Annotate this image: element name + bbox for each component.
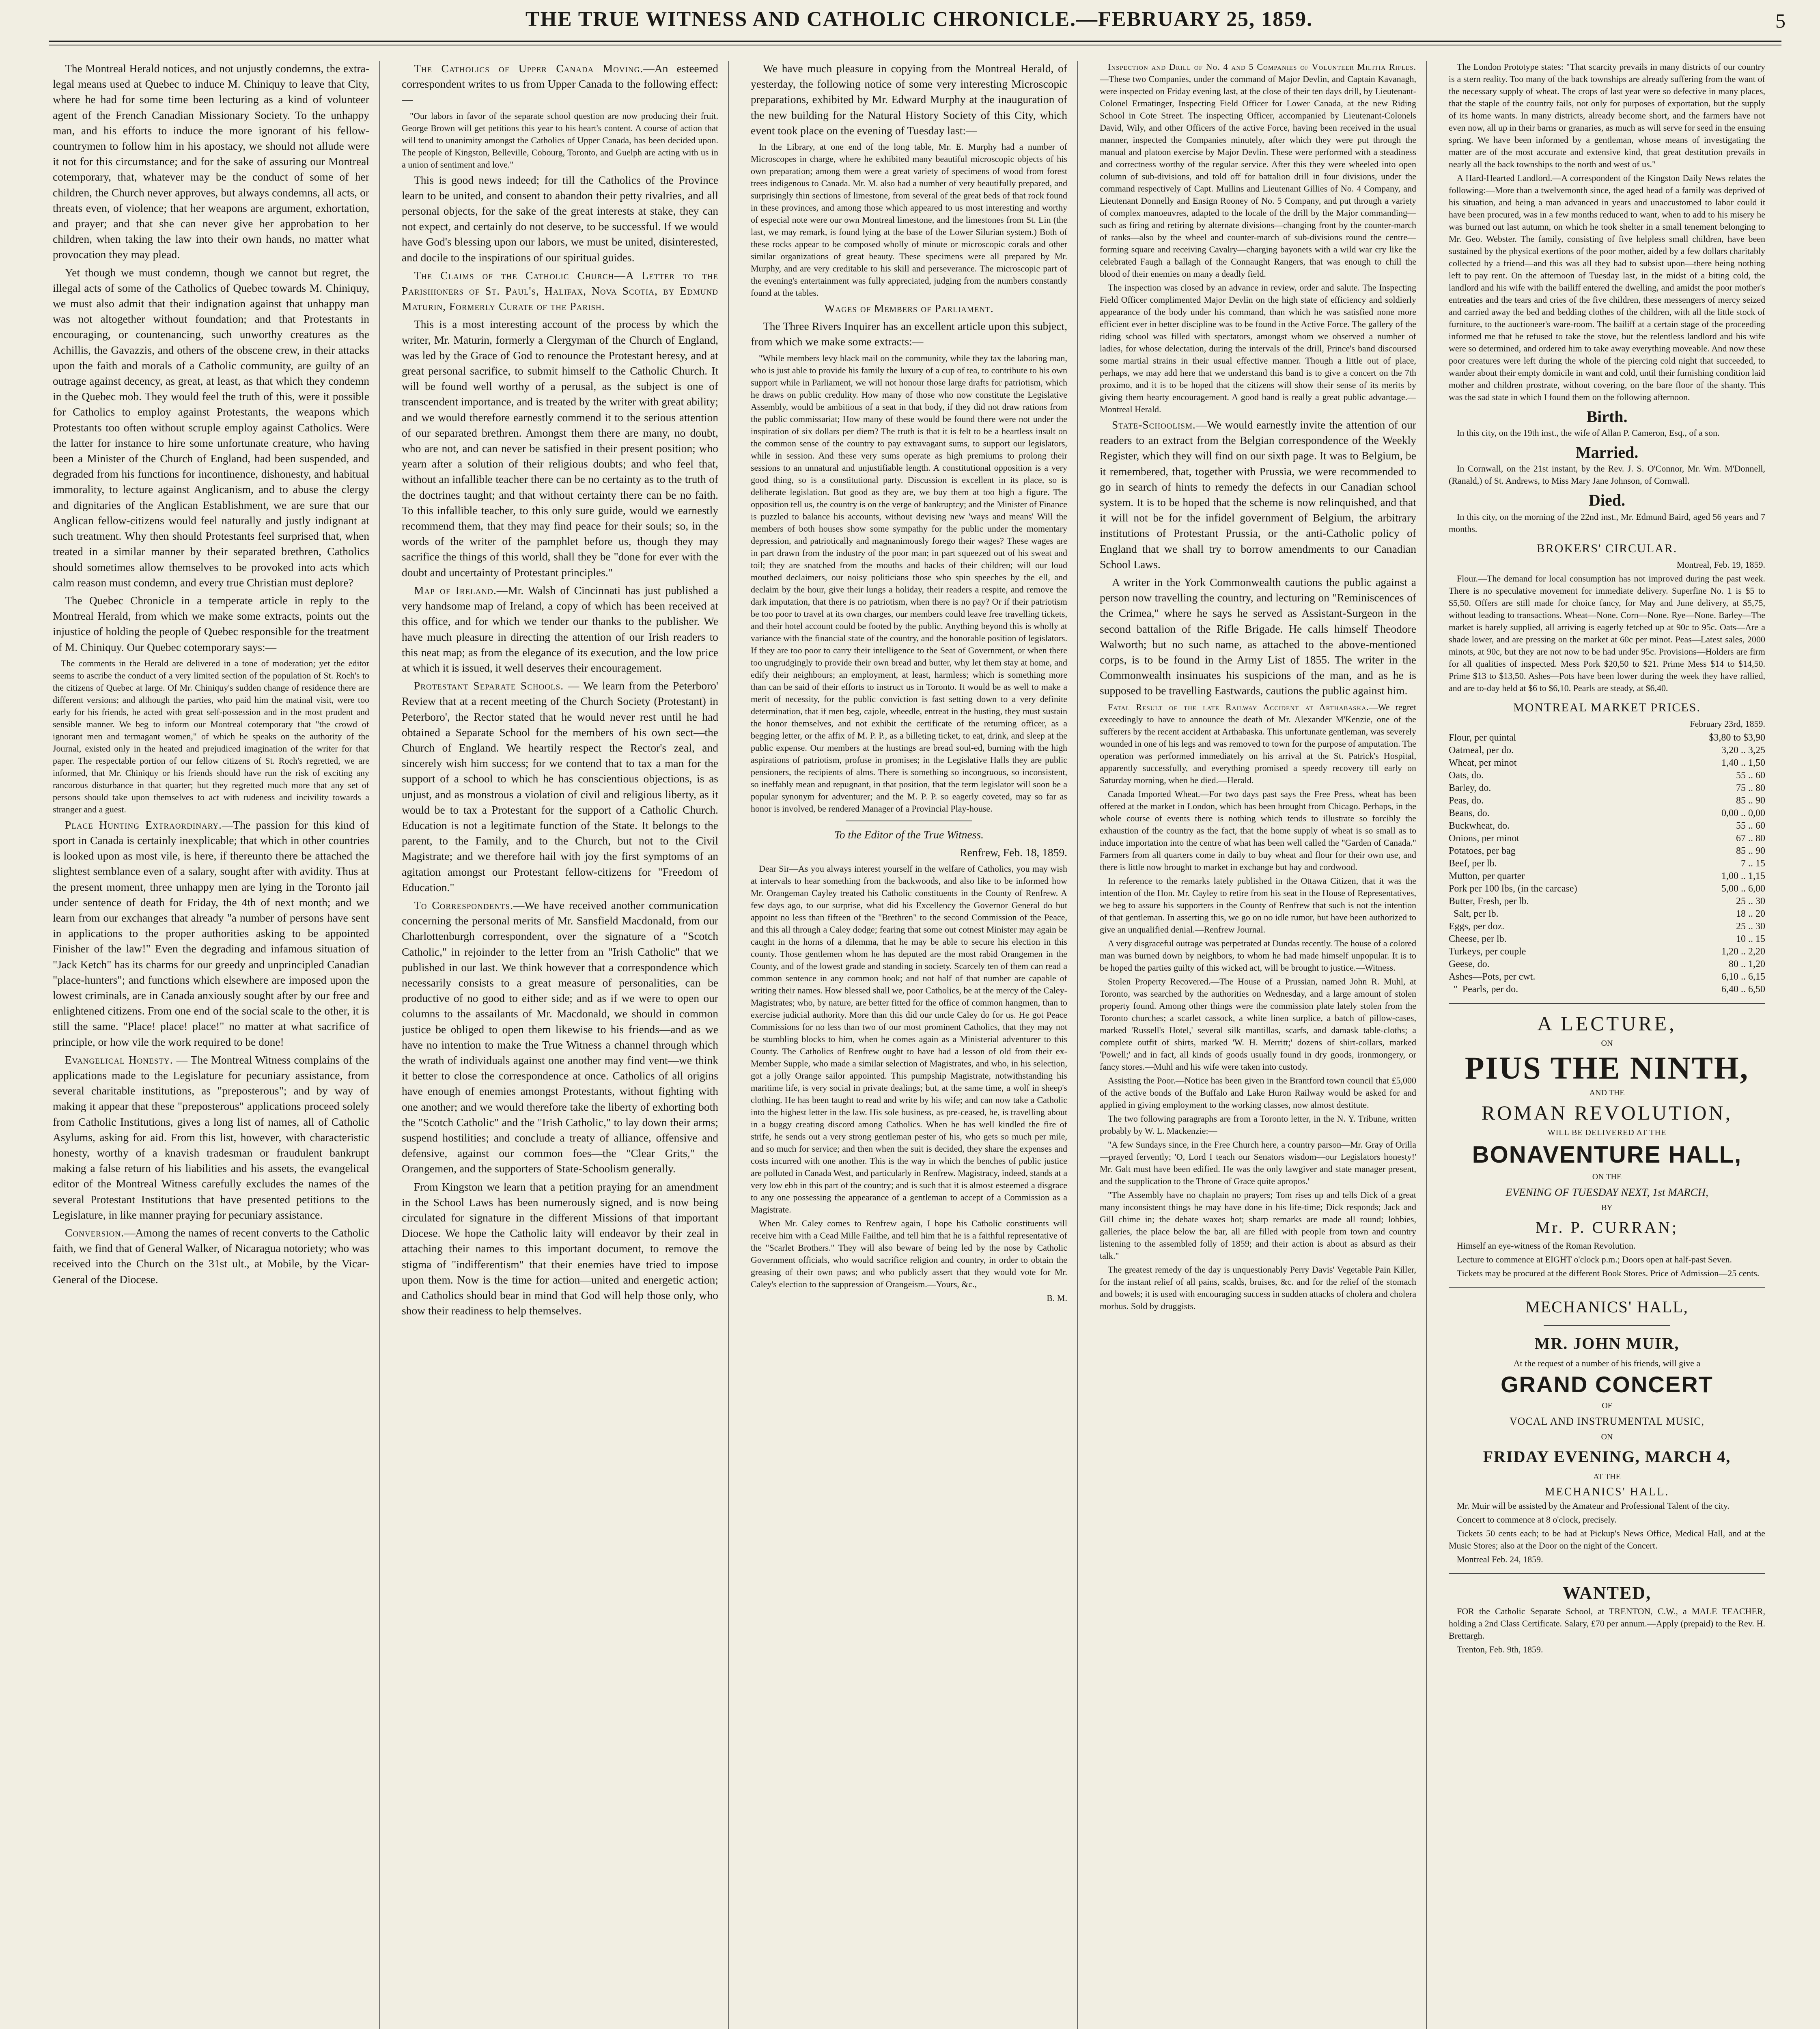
article-paragraph: Among the names of recent converts to the Catholic faith, we find that of General Walker, of Nicaragua notoriety; who was received into the Church on the 31st ult., at Mobile, by the Vicar-General of the Diocese. bbox=[53, 1226, 369, 1286]
article-paragraph: Stolen Property Recovered.—The House of a Prussian, named John R. Muhl, at Toronto, was searched by the authorities on Wednesday, and a large amount of stolen property found. Among other things were the commission plate lately stolen from the Toronto churches; a scarlet cassock, a white linen surplice, a batch of pillow-cases, marked 'Russell's Hotel,' several silk mantillas, scarfs, and damask table-cloths; a complete outfit of shirts, marked 'W. H. Merritt;' dozens of shirt-collars, marked 'Powell;' and in fact, all kinds of goods usually found in dry goods, ironmongery, or fancy stores.—Muhl and his wife were taken into custody. bbox=[1100, 976, 1416, 1072]
divider bbox=[1449, 1287, 1765, 1288]
commodity: Ashes—Pots, per cwt. bbox=[1449, 971, 1536, 982]
price-range: 67 .. 80 bbox=[1736, 833, 1765, 844]
commodity: Potatoes, per bag bbox=[1449, 846, 1516, 857]
article-paragraph: From Kingston we learn that a petition praying for an amendment in the School Laws has been numerously signed, and is now being circulated for signature in the different Missions of that important Diocese. We hope the Catholic laity will endeavor by their zeal in attaching their names to this important document, to remove the stigma of "indifferentism" that their enemies have tried to impose upon them. Now is the time for action—united and energetic action; and Catholics should bear in mind that God will help those only, who show their readiness to help themselves. bbox=[402, 1180, 718, 1317]
concert-line: OF bbox=[1602, 1401, 1612, 1411]
article-paragraph: We learn from the Peterboro' Review that at a recent meeting of the Church Society (Protestant) in Peterboro', the Rector stated that he would never rest until he had obtained a Separate School for the members of his own sect—the Church of England. We heartily respect the Rector's zeal, and sincerely wish him success; for we contend that to tax a man for the support of a school to which he has conscientious objections, is as unjust, and as monstrous a violation of civil and religious liberty, as it would be to tax a Protestant for the support of a Catholic Church. Education is not a legitimate function of the State. It belongs to the parent, to the Family, and to the Church, but not to the Civil Magistrate; and we therefore hail with joy the first symptoms of an agitation amongst our Protestant fellow-citizens for "Freedom of Education." bbox=[402, 679, 718, 894]
column-2: The Catholics of Upper Canada Moving.—An esteemed correspondent writes to us from Upper Canada to the following effect:— "Our labors in favor of the separate school question are now producing their fruit. George Brown will get petitions this year to his heart's content. A course of action that will tend to unanimity amongst the Catholics of Upper Canada, has been decided upon. The people of Kingston, Belleville, Cobourg, Toronto, and Guelph are acting with us in a union of sentiment and love." This is good news indeed; for till the Catholics of the Province learn to be united, and consent to abandon their petty rivalries, and all personal objects, for the sake of the great interests at stake, they can not expect, and certainly do not deserve, to be successful. If we would have God's blessing upon our labors, we must be united, disinterested, and docile to the inspirations of our spiritual guides. The Claims of the Catholic Church—A Letter to the Parishioners of St. Paul's, Halifax, Nova Scotia, by Edmund Maturin, Formerly Curate of the Parish. This is a most interesting account of the process by which the writer, Mr. Maturin, formerly a Clergyman of the Church of England, was led by the Grace of God to renounce the Protestant heresy, and at great personal sacrifice, to submit himself to the Catholic Church. It will be found well worthy of a perusal, as the subject is one of transcendent importance, and is treated by the writer with great ability; and we would therefore earnestly commend it to the serious attention of our separated brethren. Amongst them there are many, no doubt, who are not, and can never be satisfied in their present position; who yearn after a solution of their religious doubts; and who feel that, without an infallible teacher there can be no certainty as to the truth of the doctrines taught; and that without certainty there can be no faith. To this infallible teacher, to this only sure guide, would we earnestly recommend them, that they may find peace for their souls; so, in the words of the writer of the pamphlet before us, though they may sacrifice the things of this world, shall they be "done for ever with the doubt and uncertainty of Protestant principles." Map of Ireland.—Mr. Walsh of Cincinnati has just published a very handsome map of Ireland, a copy of which has been received at this office, and for which we tender our thanks to the publisher. We have much pleasure in directing the attention of our Irish readers to this neat map; as from the elegance of its execution, and the low price at which it is issued, it well deserves their encouragement. Protestant Separate Schools. — We learn from the Peterboro' Review that at a recent meeting of the Church Society (Protestant) in Peterboro', the Rector stated that he would never rest until he had obtained a Separate School for the members of his own sect—the Church of England. We heartily respect the Rector's zeal, and sincerely wish him success; for we contend that to tax a man for the support of a school to which he has conscientious objections, is as unjust, and as monstrous a violation of civil and religious liberty, as it would be to tax a Protestant for the support of a Catholic Church. Education is not a legitimate function of the State. It belongs to the parent, to the Family, and to the Church, but not to the Civil Magistrate; and we therefore hail with joy the first symptoms of an agitation amongst our Protestant fellow-citizens for "Freedom of Education." To Correspondents.—We have received another communication concerning the personal merits of Mr. Sansfield Macdonald, from our Charlottenburgh correspondent, over the signature of a "Scotch Catholic," in rejoinder to the letter from an "Irish Catholic" that we published in our last. We think however that a correspondence which necessarily consists to a great measure of personalities, can be productive of no good to either side; and as if we were to open our columns to the assailants of Mr. Macdonald, we should in common justice be obliged to open them likewise to his friends—and as we have no intention to make the True Witness a channel through which the wrath of individuals against one another may find vent—we think it better to close the correspondence at once. Catholics of all origins have enough of enemies amongst Protestants, without fighting with one another; and we would therefore take the liberty of exhorting both the "Scotch Catholic" and the "Irish Catholic," to lay down their arms; suspend hostilities; and conclude a treaty of alliance, offensive and defensive, against our common foes—the "Clear Grits," the Orangemen, and the supporters of State-Schoolism generally. From Kingston we learn that a petition praying for an amendment in the School Laws has been numerously signed, and is now being circulated for signature in the different Missions of that important Diocese. We hope the Catholic laity will endeavor by their zeal in attaching their names to this important document, to remove the stigma of "indifferentism" that their enemies have tried to impose upon them. Now is the time for action—united and energetic action; and Catholics should bear in mind that God will help those only, who show their readiness to help themselves. bbox=[402, 61, 718, 2029]
commodity: Beans, do. bbox=[1449, 808, 1490, 819]
married-heading: Married. bbox=[1575, 443, 1639, 462]
market-price-row bbox=[1449, 946, 1765, 958]
price-range: 1,40 .. 1,50 bbox=[1721, 758, 1765, 769]
concert-performer: MR. JOHN MUIR, bbox=[1534, 1334, 1680, 1353]
commodity: Pork per 100 lbs, (in the carcase) bbox=[1449, 883, 1577, 894]
market-price-row bbox=[1449, 895, 1765, 908]
market-price-row bbox=[1449, 920, 1765, 933]
price-range: 6,40 .. 6,50 bbox=[1721, 984, 1765, 995]
article-paragraph: We regret exceedingly to have to announce the death of Mr. Alexander M'Kenzie, one of the sufferers by the recent accident at Arthabaska. This unfortunate gentleman, was severely wounded in one of his legs and was removed to town for the purpose of amputation. The operation was performed immediately on his arrival at the St. Patrick's Hospital, apparently successfully, and everything promised a speedy recovery till early on Saturday morning, when he died.—Herald. bbox=[1100, 702, 1416, 785]
market-price-row bbox=[1449, 983, 1765, 996]
lecture-line: WILL BE DELIVERED AT THE bbox=[1547, 1128, 1667, 1137]
concert-title: GRAND CONCERT bbox=[1501, 1372, 1713, 1398]
article-paragraph: We have much pleasure in copying from the Montreal Herald, of yesterday, the following notice of some very interesting Microscopic preparations, exhibited by Mr. Edward Murphy at the inauguration of the new building for the Natural History Society of this City, which event took place on the evening of Tuesday last:— bbox=[751, 62, 1067, 137]
letter-heading: To the Editor of the True Witness. bbox=[834, 828, 984, 841]
article-heading: The Claims of the Catholic Church—A Letter to the Parishioners of St. Paul's, Halifax, Nova Scotia, by Edmund Maturin, Formerly Curate of the Parish. bbox=[402, 269, 718, 313]
market-price-row bbox=[1449, 845, 1765, 857]
article-paragraph: The two following paragraphs are from a Toronto letter, in the N. Y. Tribune, written probably by W. L. Mackenzie:— bbox=[1100, 1113, 1416, 1136]
market-price-row bbox=[1449, 795, 1765, 807]
market-price-row bbox=[1449, 807, 1765, 820]
article-paragraph: Yet though we must condemn, though we cannot but regret, the illegal acts of some of the Catholics of Quebec towards M. Chiniquy, we must also admit that their indignation against that unhappy man was not altogether without foundation; and that Protestants in encouraging, or countenancing, such unworthy creatures as the Achillis, the Gavazzis, and others of the obscene crew, in their attacks upon the faith and morals of a Catholic community, are guilty of an outrage against decency, as great, at least, as that which they condemn in the Quebec mob. They would feel the truth of this, were it possible for Catholics to employ against Protestants, the weapons which Protestants too often without scruple employ against Catholics. Were the latter for instance to hire some unfortunate creature, who having been a Minister of the Church of England, had been suspended, and degraded from his functions for incontinence, dishonesty, and habitual immorality, to lecture against Anglicanism, and to abuse the clergy and dignitaries of the Anglican Establishment, we are sure that our Anglican fellow-citizens would feel naturally and justly indignant at such treatment. Why then should Protestants feel surprised that, when treated in a similar manner by their separated brethren, Catholics should sometimes allow themselves to be provoked into acts which calm reason must condemn, and every true Christian must deplore? bbox=[53, 266, 369, 589]
article-paragraph: A Hard-Hearted Landlord.—A correspondent of the Kingston Daily News relates the following:—More than a twelvemonth since, the aged head of a family was deprived of his situation, and being a man advanced in years and unaccustomed to labor could it have been procured, was in a few months reduced to want, when to add to his misery he was burned out last autumn, on which he took shelter in a small tenement belonging to Mr. Geo. Webster. The family, consisting of five helpless small children, have been sustained by the physical exertions of the poor mother, aided by a few dollars charitably collected by a friend—and this was all they had to subsist upon—there being nothing left to pay rent. On the afternoon of Tuesday last, in the midst of a biting cold, the landlord and his wife with the bailiff entered the dwelling, and amidst the poor mother's entreaties and the tears and cries of the five children, these messengers of mercy seized and carried away the bed and bedding clothes of the children, with all the little stock of furniture, to the auctioneer's ware-room. The bailiff at a certain stage of the proceeding informed me that he refused to take the stove, but the relentless landlord and his wife were so determined, and ordered him to take away everything moveable. And now these poor creatures were left during the whole of the piercing cold night that succeeded, to wander about their empty domicile in want and cold, until their furnishing condition laid mother and children prostrate, without covering, on the bare floor of the shanty. This was the sad state in which I found them on the following afternoon. bbox=[1449, 173, 1765, 402]
price-range: 80 .. 1,20 bbox=[1729, 959, 1765, 970]
concert-line: VOCAL AND INSTRUMENTAL MUSIC, bbox=[1509, 1415, 1704, 1427]
brokers-date: Montreal, Feb. 19, 1859. bbox=[1676, 559, 1765, 570]
article-paragraph: In reference to the remarks lately published in the Ottawa Citizen, that it was the intention of the Hon. Mr. Cayley to retire from his seat in the House of Representatives, we beg to assure his supporters in the County of Renfrew that such is not the intention of that gentleman. In asserting this, we go on no idle rumor, but have been authorized to give an unqualified denial.—Renfrew Journal. bbox=[1100, 875, 1416, 935]
lecture-line: AND THE bbox=[1589, 1088, 1625, 1098]
commodity: Buckwheat, do. bbox=[1449, 821, 1510, 831]
advertisement-paragraph: The greatest remedy of the day is unquestionably Perry Davis' Vegetable Pain Killer, for the instant relief of all pains, scalds, bruises, &c. and for the relief of the stomach and bowels; it is used with encouraging success in sudden attacks of cholera and cholera morbus. Sold by druggists. bbox=[1100, 1264, 1416, 1311]
concert-line: ON bbox=[1601, 1432, 1613, 1441]
commodity: Geese, do. bbox=[1449, 959, 1490, 970]
commodity: Barley, do. bbox=[1449, 783, 1491, 794]
price-range: 55 .. 60 bbox=[1736, 770, 1765, 781]
price-range: 25 .. 30 bbox=[1736, 896, 1765, 907]
market-price-row bbox=[1449, 958, 1765, 971]
article-heading: Wages of Members of Parliament. bbox=[824, 302, 994, 315]
article-paragraph: The inspection was closed by an advance in review, order and salute. The Inspecting Field Officer complimented Major Devlin on the high state of efficiency and soldierly appearance of the body under his command, than which he was satisfied none more efficient ever in better discipline was to be found in the Active Force. The gallery of the riding school was filled with spectators, amongst whom we observed a number of ladies, for whose delectation, during the intervals of the drill, Prince's band discoursed some martial strains in their usual effective manner. Though a little out of place, perhaps, we may add here that we understand this band is to give a concert on the 7th proximo, and it is to be hoped that the citizens will show their sense of its merits by giving them hearty encouragement. A good band is really a great public advantage.—Montreal Herald. bbox=[1100, 282, 1416, 414]
market-price-row bbox=[1449, 782, 1765, 795]
article-paragraph: The passion for this kind of sport in Canada is certainly inexplicable; that which in other countries is looked upon as most vile, is here, if thereunto there be attached the slightest semblance even of a salary, sought after with avidity. Thus at the present moment, three unhappy men are lying in the Toronto jail under sentence of death for Friday, the 4th of next month; and we learn from our exchanges that already "a number of persons have sent in applications to the proper authorities asking to be appointed Finisher of the law!" Even the degrading and infamous situation of "Jack Ketch" has its charms for our greedy and unprincipled Canadian "place-hunters"; and functions which elsewhere are imposed upon the lowest criminals, are in Canada anxiously sought after by our free and enlightened citizens. From one end of the social scale to the other, it is still the same. "Place! place! place!" no matter at what sacrifice of principle, or how vile the work required to be done! bbox=[53, 818, 369, 1048]
article-paragraph: We have received another communication concerning the personal merits of Mr. Sansfield Macdonald, from our Charlottenburgh correspondent, over the signature of a "Scotch Catholic," in rejoinder to the letter from an "Irish Catholic" that we published in our last. We think however that a correspondence which necessarily consists to a great measure of personalities, can be productive of no good to either side; and as if we were to open our columns to the assailants of Mr. Macdonald, we should in common justice be obliged to open them likewise to his friends—and as we have no intention to make the True Witness a channel through which the wrath of individuals against one another may find vent—we think it better to close the correspondence at once. Catholics of all origins have enough of enemies amongst Protestants, without fighting with one another; and we would therefore take the liberty of exhorting both the "Scotch Catholic" and the "Irish Catholic," to lay down their arms; suspend hostilities; and conclude a treaty of alliance, offensive and defensive, against our common foes—the "Clear Grits," the Orangemen, and the supporters of State-Schoolism generally. bbox=[402, 898, 718, 1175]
market-heading: MONTREAL MARKET PRICES. bbox=[1513, 700, 1701, 714]
market-price-row bbox=[1449, 971, 1765, 983]
price-range: 0,00 .. 0,00 bbox=[1721, 808, 1765, 819]
commodity: Oats, do. bbox=[1449, 770, 1484, 781]
commodity: Eggs, per doz. bbox=[1449, 921, 1505, 932]
market-price-row bbox=[1449, 857, 1765, 870]
lecture-line: A LECTURE, bbox=[1537, 1012, 1677, 1035]
market-price-row bbox=[1449, 832, 1765, 845]
price-range: 1,20 .. 2,20 bbox=[1721, 946, 1765, 957]
brokers-heading: BROKERS' CIRCULAR. bbox=[1536, 541, 1678, 555]
commodity: Wheat, per minot bbox=[1449, 758, 1517, 769]
price-range: 85 .. 90 bbox=[1736, 846, 1765, 857]
lecture-advertisement bbox=[1449, 1011, 1765, 1279]
divider bbox=[1449, 1573, 1765, 1574]
market-date: February 23rd, 1859. bbox=[1690, 719, 1765, 729]
letter-paragraph: When Mr. Caley comes to Renfrew again, I hope his Catholic constituents will receive him with a Cead Mille Failthe, and tell him that he is a faithful representative of the "Scarlet Brothers." They will also beware of being led by the nose by Catholic Government officials, who would sacrifice religion and country, in order to obtain the greasing of their own paws; and who publicly assert that they would vote for Mr. Caley's election to the suppression of Orangeism.—Yours, &c., bbox=[751, 1218, 1067, 1290]
price-range: 3,20 .. 3,25 bbox=[1721, 745, 1765, 756]
concert-date: FRIDAY EVENING, MARCH 4, bbox=[1483, 1447, 1731, 1466]
married-notice: In Cornwall, on the 21st instant, by the Rev. J. S. O'Connor, Mr. Wm. M'Donnell, (Ranald,) of St. Andrews, to Miss Mary Jane Johnson, of Cornwall. bbox=[1449, 463, 1765, 486]
commodity: Salt, per lb. bbox=[1449, 909, 1499, 920]
died-heading: Died. bbox=[1589, 491, 1625, 510]
article-paragraph: The Quebec Chronicle in a temperate article in reply to the Montreal Herald, from which we make some extracts, points out the injustice of holding the people of Quebec responsible for the treatment of M. Chiniquy. Our Quebec cotemporary says:— bbox=[53, 594, 369, 653]
article-paragraph: This is good news indeed; for till the Catholics of the Province learn to be united, and consent to abandon their petty rivalries, and all personal objects, for the sake of the great interests at stake, they can not expect, and certainly do not deserve, to be successful. If we would have God's blessing upon our labors, we must be united, disinterested, and docile to the inspirations of our spiritual guides. bbox=[402, 173, 718, 264]
letter-paragraph: Dear Sir—As you always interest yourself in the welfare of Catholics, you may wish at intervals to hear something from the backwoods, and also like to be informed how Mr. Orangeman Cayley treated his Catholic constituents in the County of Renfrew. A few days ago, to our surprise, what did his Excellency the Governor General do but appoint no less than fifteen of the "Brethren" to the second Commission of the Peace, and this all through a Caley dodge; fearing that some out cotnest Minister may again be caught in the horns of a dilemma, that he may be able to secure his election in this county. Those gentlemen whom he has deputed are the most rabid Orangemen in the County, and of the lowest grade and standing in society. Scarcely ten of them can read a common sentence in any common book; and not half of that number are capable of writing their names. How blessed shall we, poor Catholics, be at the mercy of the Caley-Magistrates; who, by nature, are better fitted for the office of common hangmen, than to exercise judicial authority. More than this did our uncle Caley do for us. He got Peace Commissions for no less than two of our most prominent Catholics, that they may not be stumbling blocks to him, when he comes again as a Ministerial adventurer to this County. The Catholics of Renfrew ought to have had a lesson of old from their ex-Member Supple, who made a similar selection of Magistrates, and who, in his selection, got a jolly Orange sailor appointed. This pumpship Magistrate, notwithstanding his maritime life, is very social in private dealings; but, at the same time, a wolf in sheep's clothing. He has been taught to read and write by his wife; and can now take a Catholic into the highest letter in the law. His sole business, as pre-ceased, he, is travelling about in a buggy creating discord among Catholics. When he has well kindled the fire of strife, he sends out a very strong gentleman pester of his, who gets so much per mile, and so much for service; and then when the suit is decided, they share the expenses and costs incurred with one another. This is the way in which the benches of public justice are polluted in Canada West, and particularly in Renfrew. Magistracy, indeed, stands at a very low ebb in this part of the country; and is such that it is almost esteemed a disgrace to any one possessing the appearance of a gentleman to accept of a Commission as a Magistrate. bbox=[751, 864, 1067, 1215]
column-divider bbox=[379, 61, 380, 2029]
page-number: 5 bbox=[1775, 9, 1786, 32]
lecture-title: PIUS THE NINTH, bbox=[1465, 1050, 1749, 1086]
article-paragraph: The Montreal Witness complains of the applications made to the Legislature for pecuniary assistance, from several charitable institutions, as "preposterous"; and by way of making it appear that these "preposterous" applications proceed solely from Catholic Institutions, gives a long list of names, all of Catholic Asylums, asking for aid. From this list, however, with characteristic honesty, worthy of a knavish tradesman or fraudulent bankrupt making a false return of his liabilities and his assets, the evangelical editor of the Montreal Witness carefully excludes the names of the several Protestant Institutions that have presented petitions to the Legislature, in like manner praying for pecuniary assistance. bbox=[53, 1053, 369, 1221]
divider bbox=[1544, 1325, 1670, 1326]
article-heading: Inspection and Drill of No. 4 and 5 Companies of Volunteer Militia Rifles. bbox=[1108, 62, 1416, 72]
price-range: 55 .. 60 bbox=[1736, 821, 1765, 831]
concert-line: At the request of a number of his friends, will give a bbox=[1513, 1358, 1701, 1369]
price-range: 25 .. 30 bbox=[1736, 921, 1765, 932]
market-price-row bbox=[1449, 769, 1765, 782]
lecture-speaker: Mr. P. CURRAN; bbox=[1535, 1218, 1679, 1237]
masthead bbox=[49, 7, 1790, 40]
quoted-extract: In the Library, at one end of the long table, Mr. E. Murphy had a number of Microscopes in charge, where he exhibited many beautiful microscopic objects of his own preparation; among them were a great variety of specimens of wood from forest trees indigenous to Canada. Mr. M. also had a number of very beautifully prepared, and surprisingly thin sections of limestone, from several of the great beds of that rock found in these provinces, and among those which appeared to us most interesting and worthy of especial note were our own Montreal limestone, and the limestones from St. Lin (the last, we may remark, is found lying at the base of the Lower Silurian system.) Both of these rocks appear to be composed wholly of minute or microscopic corals and other similar organizations of great beauty. These specimens were all prepared by Mr. Murphy, and are very creditable to his skill and perseverance. The microscopic part of the evening's entertainment was fully appreciated, judging from the numbers constantly found at the tables. bbox=[751, 142, 1067, 298]
article-paragraph: Canada Imported Wheat.—For two days past says the Free Press, wheat has been offered at the market in London, which has been brought from Chicago. Perhaps, in the whole course of events there is nothing which tends to illustrate so forcibly the exhaustion of the country as the fact, that the home supply of wheat is so small as to induce importation into the centre of what has been well called the "Garden of Canada." Farmers from all quarters come in daily to buy wheat and flour for their own use, and there is little now brought to market in exchange but hay and cordwood. bbox=[1100, 788, 1416, 872]
commodity: Cheese, per lb. bbox=[1449, 934, 1507, 945]
commodity: Onions, per minot bbox=[1449, 833, 1519, 844]
concert-detail: Concert to commence at 8 o'clock, precisely. bbox=[1457, 1514, 1617, 1525]
column-3 bbox=[751, 61, 1067, 2029]
market-price-row bbox=[1449, 933, 1765, 946]
lecture-detail: Tickets may be procured at the different Book Stores. Price of Admission—25 cents. bbox=[1457, 1268, 1760, 1279]
article-heading: State-Schoolism. bbox=[1112, 418, 1196, 431]
article-heading: Evangelical Honesty. bbox=[65, 1053, 173, 1066]
article-paragraph: The London Prototype states: "That scarcity prevails in many districts of our country is a stern reality. Too many of the back townships are already suffering from the want of the necessary supply of wheat. The crops of last year were so defective in many places, that the staple of the country fails, not only for purposes of exportation, but the supply of its home wants. In many districts, already become short, and the farmers have not even now, all up in their barns or granaries, as much as will serve for seed in the ensuing spring. We have been informed by a gentleman, whose means of investigating the matter are of the most accurate and extensive kind, that great destitution prevails in nearly all the back townships to the north and west of us." bbox=[1449, 62, 1765, 169]
wanted-advertisement bbox=[1449, 1581, 1765, 1656]
birth-notice: In this city, on the 19th inst., the wife of Allan P. Cameron, Esq., of a son. bbox=[1457, 428, 1720, 438]
commodity: Turkeys, per couple bbox=[1449, 946, 1526, 957]
lecture-line: ON THE bbox=[1592, 1172, 1622, 1181]
birth-heading: Birth. bbox=[1586, 407, 1628, 426]
lecture-detail: Lecture to commence at EIGHT o'clock p.m.; Doors open at half-past Seven. bbox=[1457, 1254, 1732, 1265]
lecture-date: EVENING OF TUESDAY NEXT, 1st MARCH, bbox=[1506, 1186, 1708, 1198]
quoted-extract: The comments in the Herald are delivered in a tone of moderation; yet the editor seems to ascribe the conduct of a very limited section of the population of St. Roch's to the citizens of Quebec at large. Of Mr. Chiniquy's sudden change of residence there are different versions; and although the parties, who paid him the matinal visit, were too early for his friends, he acted with great self-possession and in the most prudent and sensible manner. We beg to inform our Montreal cotemporary that "the crowd of ignorant men and termagant women," of which he speaks on the authority of the Journal, existed only in the heated and prejudiced imagination of the writer for that paper. The respectable portion of our fellow citizens of St. Roch's regretted, we are informed, that Mr. Chiniquy or his friends should have run the risk of exciting any rancorous disturbance in that quarter; but they regretted much more that any set of persons should take upon themselves to act with rudeness and incivility towards a stranger and a guest. bbox=[53, 658, 369, 814]
price-range: 75 .. 80 bbox=[1736, 783, 1765, 794]
market-price-row bbox=[1449, 820, 1765, 832]
article-paragraph: The Montreal Herald notices, and not unjustly condemns, the extra-legal means used at Quebec to induce M. Chiniquy to leave that City, where he had for some time been lecturing as a kind of volunteer agent of the French Canadian Missionary Society. To the unhappy man, and his efforts to induce the more ignorant of his fellow-countrymen to follow him in his apostacy, we should not allude were it not for this circumstance; and for the sake of assuring our Montreal cotemporary, that, whatever may be the conduct of some of her children, the Church never approves, but always condemns, all acts, or threats even, of violence; that her weapons are argument, exhortation, and prayer; and that she can never give her approbation to her children, when taking the law into their own hands, no matter what provocation they may plead. bbox=[53, 62, 369, 261]
article-paragraph: This is a most interesting account of the process by which the writer, Mr. Maturin, formerly a Clergyman of the Church of England, was led by the Grace of God to renounce the Protestant heresy, and at great personal sacrifice, to submit himself to the Catholic Church. It will be found well worthy of a perusal, as the subject is one of transcendent importance, and is treated by the writer with great ability; and we would therefore earnestly commend it to the serious attention of our separated brethren. Amongst them there are many, no doubt, who are not, and can never be satisfied in their present position; who yearn after a solution of their religious doubts; and who feel that, without an infallible teacher there can be no certainty as to the truth of the doctrines taught; and that without certainty there can be no faith. To this infallible teacher, to this only sure guide, would we earnestly recommend them, that they may find peace for their souls; so, in the words of the writer of the pamphlet before us, though they may sacrifice the things of this world, shall they be "done for ever with the doubt and uncertainty of Protestant principles." bbox=[402, 318, 718, 579]
lecture-subtitle: ROMAN REVOLUTION, bbox=[1481, 1101, 1733, 1124]
commodity: Mutton, per quarter bbox=[1449, 871, 1525, 882]
price-range: 10 .. 15 bbox=[1736, 934, 1765, 945]
commodity: Beef, per lb. bbox=[1449, 858, 1497, 869]
commodity: Butter, Fresh, per lb. bbox=[1449, 896, 1529, 907]
letter-signature: B. M. bbox=[1047, 1293, 1067, 1303]
lecture-venue: BONAVENTURE HALL, bbox=[1472, 1141, 1742, 1168]
column-divider bbox=[1077, 61, 1078, 2029]
article-paragraph: These two Companies, under the command of Major Devlin, and Captain Kavanagh, were inspected on Friday evening last, at the close of their ten days drill, by Lieutenant-Colonel Ermatinger, Inspecting Field Officer for Lower Canada, at the new Riding School in Cote Street. The inspecting Officer, accompanied by Lieutenant-Colonels David, Wily, and other Officers of the active Force, having been received in the usual manner, inspected the Companies minutely, after which they were put through the manual and platoon exercise by Major Devlin. These were performed with a steadiness and correctness worthy of the regular service. After this they were wheeled into open column of sub-divisions, and told off for battalion drill in four divisions, under the command respectively of Capt. Mullins and Lieutenant Gillies of No. 4 Company, and Lieutenant Donnelly and Ensign Rooney of No. 5 Company, and put through a variety of complex manoeuvres, adapted to the locale of the drill by the Major commanding—such as firing and retiring by alternate divisions—changing front by the counter-march of ranks—also by the wheel and counter-march of sub-divisions round the centre—forming square and receiving Cavalry—charging bayonets with a wild war cry like the celebrated Faugh a ballagh of the Connaught Rangers, that was enough to chill the blood of their enemies on many a deadly field. bbox=[1100, 74, 1416, 279]
concert-venue: MECHANICS' HALL. bbox=[1544, 1486, 1669, 1499]
lecture-detail: Himself an eye-witness of the Roman Revolution. bbox=[1457, 1241, 1636, 1251]
quoted-extract: "A few Sundays since, in the Free Church here, a country parson—Mr. Gray of Orilla—prayed fervently; 'O, Lord I teach our Senators wisdom—our Legislators honesty!' Mr. Galt must have been edified. He was the only lawgiver and state manager present, and the supplication to the Throne of Grace quite apropos.' bbox=[1100, 1139, 1416, 1186]
divider bbox=[1449, 1003, 1765, 1004]
article-paragraph: The Three Rivers Inquirer has an excellent article upon this subject, from which we make some extracts:— bbox=[751, 320, 1067, 348]
article-paragraph: Mr. Walsh of Cincinnati has just published a very handsome map of Ireland, a copy of which has been received at this office, and for which we tender our thanks to the publisher. We have much pleasure in directing the attention of our Irish readers to this neat map; as from the elegance of its execution, and the low price at which it is issued, it well deserves their encouragement. bbox=[402, 584, 718, 674]
column-4: Inspection and Drill of No. 4 and 5 Companies of Volunteer Militia Rifles.—These two Companies, under the command of Major Devlin, and Captain Kavanagh, were inspected on Friday evening last, at the close of their ten days drill, by Lieutenant-Colonel Ermatinger, Inspecting Field Officer for Lower Canada, at the new Riding School in Cote Street. The inspecting Officer, accompanied by Lieutenant-Colonels David, Wily, and other Officers of the active Force, having been received in the usual manner, inspected the Companies minutely, after which they were put through the manual and platoon exercise by Major Devlin. These were performed with a steadiness and correctness worthy of the regular service. After this they were wheeled into open column of sub-divisions, and told off for battalion drill in four divisions, under the command respectively of Capt. Mullins and Lieutenant Gillies of No. 4 Company, and Lieutenant Donnelly and Ensign Rooney of No. 5 Company, and put through a variety of complex manoeuvres, adapted to the locale of the drill by the Major commanding—such as firing and retiring by alternate divisions—changing front by the counter-march of ranks—also by the wheel and counter-march of sub-divisions round the centre—forming square and receiving Cavalry—charging bayonets with a wild war cry like the celebrated Faugh a ballagh of the Connaught Rangers, that was enough to chill the blood of their enemies on many a deadly field. The inspection was closed by an advance in review, order and salute. The Inspecting Field Officer complimented Major Devlin on the high state of efficiency and soldierly appearance of the body under his command, than which he was satisfied none more efficient ever in better discipline was to be found in the Active Force. The gallery of the riding school was filled with spectators, amongst whom we observed a number of ladies, for whose delectation, during the intervals of the drill, Prince's band discoursed some martial strains in their usual effective manner. Though a little out of place, perhaps, we may add here that we understand this band is to give a concert on the 7th proximo, and it is to be hoped that the citizens will show their sense of its merits by giving them hearty encouragement. A good band is really a great public advantage.—Montreal Herald. State-Schoolism.—We would earnestly invite the attention of our readers to an extract from the Belgian correspondence of the Weekly Register, which they will find on our sixth page. It was to Belgium, be it remembered, that, together with Prussia, we were recommended to go in search of hints to remedy the defects in our Canadian school system. It is to be hoped that the scheme is now relinquished, and that it will not be for the infidel government of Belgium, the arbitrary institutions of Protestant Prussia, or the anti-Catholic policy of England that we shall try to borrow amendments to our Canadian School Laws. A writer in the York Commonwealth cautions the public against a person now travelling the country, and lecturing on "Reminiscences of the Crimea," where he says he served as Assistant-Surgeon in the second battalion of the Rifle Brigade. He calls himself Theodore Walworth; but no such name, as attached to the above-mentioned corps, is to be found in the Army List of 1855. The writer in the Commonwealth insinuates his suspicions of the man, and as he is supposed to be travelling Eastwards, cautions the public against him. Fatal Result of the late Railway Accident at Arthabaska.—We regret exceedingly to have to announce the death of Mr. Alexander M'Kenzie, one of the sufferers by the recent accident at Arthabaska. This unfortunate gentleman, was severely wounded in one of his legs and was removed to town for the purpose of amputation. The operation was performed immediately on his arrival at the St. Patrick's Hospital, apparently successfully, and everything promised a speedy recovery till early on Saturday morning, when he died.—Herald. Canada Imported Wheat.—For two days past says the Free Press, wheat has been offered at the market in London, which has been brought from Chicago. Perhaps, in the whole course of events there is nothing which tends to illustrate so forcibly the exhaustion of the country as the fact, that the home supply of wheat is so small as to induce importation into the centre of what has been well called the "Garden of Canada." Farmers from all quarters come in daily to buy wheat and flour for their own use, and there is little now brought to market in exchange but hay and cordwood. In reference to the remarks lately published in the Ottawa Citizen, that it was the intention of the Hon. Mr. Cayley to retire from his seat in the House of Representatives, we beg to assure his supporters in the County of Renfrew that such is not the intention of that gentleman. In asserting this, we go on no idle rumor, but have been authorized to give an unqualified denial.—Renfrew Journal. A very disgraceful outrage was perpetrated at Dundas recently. The house of a colored man was burned down by neighbors, to whom he had made himself unpopular. It is to be hoped the parties guilty of this wicked act, will be brought to justice.—Witness. Stolen Property Recovered.—The House of a Prussian, named John R. Muhl, at Toronto, was searched by the authorities on Wednesday, and a large amount of stolen property found. Among other things were the commission plate lately stolen from the Toronto churches; a scarlet cassock, a white linen surplice, a batch of pillow-cases, marked 'Russell's Hotel,' several silk mantillas, scarfs, and damask table-cloths; a complete outfit of shirts, marked 'W. H. Merritt;' dozens of shirt-collars, marked 'Powell;' and in fact, all kinds of goods usually found in dry goods, ironmongery, or fancy stores.—Muhl and his wife were taken into custody. Assisting the Poor.—Notice has been given in the Brantford town council that £5,000 of the active bonds of the Buffalo and Lake Huron Railway would be asked for and applied in giving employment to the working classes, now almost destitute. The two following paragraphs are from a Toronto letter, in the N. Y. Tribune, written probably by W. L. Mackenzie:— "A few Sundays since, in the Free Church here, a country parson—Mr. Gray of Orilla—prayed fervently; 'O, Lord I teach our Senators wisdom—our Legislators honesty!' Mr. Galt must have been edified. He was the only lawgiver and state manager present, and the supplication to the Throne of Grace quite apropos.' "The Assembly have no chaplain no prayers; Tom rises up and tells Dick of a great many inconsistent things he may have done in his life-time; Dick responds; Jack and Gill chime in; the debate waxes hot; sharp remarks are made all round; lobbies, galleries, the place below the bar, all are filled with people from town and country listening to the assembled folly of 1859; and their action is about as absurd as their talk." The greatest remedy of the day is unquestionably Perry Davis' Vegetable Pain Killer, for the instant relief of all pains, scalds, bruises, &c. and for the relief of the stomach and bowels; it is used with encouraging success in sudden attacks of cholera and cholera morbus. Sold by druggists. bbox=[1100, 61, 1416, 2029]
masthead-rule-top bbox=[49, 41, 1781, 42]
price-range: 18 .. 20 bbox=[1736, 909, 1765, 920]
price-range: 7 .. 15 bbox=[1741, 858, 1765, 869]
letter-dateline: Renfrew, Feb. 18, 1859. bbox=[960, 846, 1067, 859]
article-heading: Conversion. bbox=[65, 1226, 124, 1239]
quoted-extract: "The Assembly have no chaplain no prayers; Tom rises up and tells Dick of a great many inconsistent things he may have done in his life-time; Dick responds; Jack and Gill chime in; the debate waxes hot; sharp remarks are made all round; lobbies, galleries, the place below the bar, all are filled with people from town and country listening to the assembled folly of 1859; and their action is about as absurd as their talk." bbox=[1100, 1189, 1416, 1261]
commodity: Oatmeal, per do. bbox=[1449, 745, 1514, 756]
quoted-extract: "While members levy black mail on the community, while they tax the laboring man, who is just able to provide his family the luxury of a cup of tea, to contribute to his own support while in Parliament, we will not honour those large drafts for patriotism, which he draws on public credulity. How many of those who now constitute the Legislative Assembly, would be ambitious of a seat in that body, if they did not draw rations from the public commissariat; How many of these would be found there were not under the inspiration of six dollars per diem? The truth is that it is felt to be a heartless insult on the common sense of the country to pay extravagant sums, to support our legislators, while in session. And these very sums operate as high premiums to prolong their sessions to an unnatural and unjustifiable length. A constitutional opposition is a very good thing, so is a constitutional party. Discussion is excellent in its place, so is deliberate legislation. But good as they are, we buy them at too high a figure. The opposition tell us, the country is on the verge of bankruptcy; and the Minister of Finance is puzzled to balance his accounts, without devising new 'ways and means' Will the members of both houses show some sympathy for the public under the momentary depression, and patriotically and magnanimously forego their wages? These wages are in part drawn from the industry of the poor man; in part squeezed out of his sweat and toil; they are snatched from the mouths and backs of their children; will our loud mouthed declaimers, our noisy politicians those who spin speeches by the ell, and declaim by the hour, give their lungs a holiday, their readers a respite, and remove the dark imputation, that there is no patriotism, when there is no pay? Or if their patriotism be too poor to travel at its own charges, our members could leave free travelling tickets, and their hotel account could be footed by the public. Anything beyond this is wholly at variance with the financial state of the country, and the honorable position of legislators. If they are too poor to carry their intelligence to the Seat of Government, or when there too ungrudgingly to provide their own bread and butter, why let them stay at home, and edify their neighbours; an employment, at least, harmless; which is something more than can be said of their efforts to instruct us in Toronto. It would be as well to make a merit of necessity, for the public conviction is fast setting down to a very definite determination, that if men beg, cajole, wheedle, entreat in the husting, they must sustain the honor themselves, and not exhibit the certificate of the returning officer, as a begging letter, or the affix of M. P. P., as a billeting ticket, to eat, drink, and sleep at the public expense. Our members at the hustings are bread soul-ed, burning with the high aspirations of patriotism, profuse in promises; in the Legislative Halls they are public pensioners, the recipients of alms. There is something so incongruous, so inconsistent, so ineffably mean and repugnant, in that position, that the term legislator will soon be a popular synonym for adventurer; and the M. P. P. so eagerly coveted, may so far as honor is involved, be rendered Manager of a Provincial Play-house. bbox=[751, 353, 1067, 814]
article-heading: Protestant Separate Schools. bbox=[414, 679, 564, 692]
price-range: $3,80 to $3,90 bbox=[1709, 732, 1765, 743]
column-5 bbox=[1449, 61, 1765, 2029]
concert-detail: Mr. Muir will be assisted by the Amateur and Professional Talent of the city. bbox=[1457, 1501, 1730, 1511]
died-notice: In this city, on the morning of the 22nd inst., Mr. Edmund Baird, aged 56 years and 7 months. bbox=[1449, 511, 1765, 534]
price-range: 5,00 .. 6,00 bbox=[1721, 883, 1765, 894]
market-price-row bbox=[1449, 757, 1765, 769]
price-range: 85 .. 90 bbox=[1736, 795, 1765, 806]
brokers-circular: Flour.—The demand for local consumption has not improved during the past week. There is no speculative movement for immediate delivery. Superfine No. 1 is $5 to $5,50. Offers are still made for choice fancy, for May and June delivery, at $5,75, without leading to transactions. Wheat—None. Corn—None. Rye—None. Barley—The market is barely supplied, all arriving is eagerly fetched up at 90c to 95c. Oats—Are a shade lower, and are pressing on the market at 60c per minot. Peas—Latest sales, 2000 minots, at 90c, but they are not now to be had under 95c. Provisions—Holders are firm for all qualities of inspected. Mess Pork $20,50 to $21. Prime Mess $14 to $14,50. Prime $13 to $13,50. Ashes—Pots have been lower during the week they have rallied, and are to-day held at $6 to $6,10. Pearls are steady, at $6,40. bbox=[1449, 573, 1765, 693]
newspaper-title: THE TRUE WITNESS AND CATHOLIC CHRONICLE.—FEBRUARY 25, 1859. bbox=[525, 8, 1313, 31]
market-price-row bbox=[1449, 732, 1765, 744]
article-paragraph: An esteemed correspondent writes to us from Upper Canada to the following effect:— bbox=[402, 62, 718, 106]
article-heading: Fatal Result of the late Railway Accident at Arthabaska. bbox=[1108, 702, 1369, 712]
article-heading: Place Hunting Extraordinary. bbox=[65, 818, 222, 831]
market-price-row bbox=[1449, 870, 1765, 883]
article-heading: The Catholics of Upper Canada Moving. bbox=[414, 62, 644, 75]
market-price-row bbox=[1449, 744, 1765, 757]
commodity: " Pearls, per do. bbox=[1449, 984, 1518, 995]
column-divider bbox=[1426, 61, 1427, 2029]
column-1: The Montreal Herald notices, and not unjustly condemns, the extra-legal means used at Quebec to induce M. Chiniquy to leave that City, where he had for some time been lecturing as a kind of volunteer agent of the French Canadian Missionary Society. To the unhappy man, and his efforts to induce the more ignorant of his fellow-countrymen to follow him in his apostacy, we should not allude were it not for this circumstance; and for the sake of assuring our Montreal cotemporary, that, whatever may be the conduct of some of her children, the Church never approves, but always condemns, all acts, or threats even, of violence; that her weapons are argument, exhortation, and prayer; and that she can never give her approbation to her children, when taking the law into their own hands, no matter what provocation they may plead. Yet though we must condemn, though we cannot but regret, the illegal acts of some of the Catholics of Quebec towards M. Chiniquy, we must also admit that their indignation against that unhappy man was not altogether without foundation; and that Protestants in encouraging, or countenancing, such unworthy creatures as the Achillis, the Gavazzis, and others of the obscene crew, in their attacks upon the faith and morals of a Catholic community, are guilty of an outrage against decency, as great, at least, as that which they condemn in the Quebec mob. They would feel the truth of this, were it possible for Catholics to employ against Protestants, the weapons which Protestants too often without scruple employ against Catholics. Were the latter for instance to hire some unfortunate creature, who having been a Minister of the Church of England, had been suspended, and degraded from his functions for incontinence, dishonesty, and habitual immorality, to lecture against Anglicanism, and to abuse the clergy and dignitaries of the Anglican Establishment, we are sure that our Anglican fellow-citizens would feel naturally and justly indignant at such treatment. Why then should Protestants feel surprised that, when treated in a similar manner by their separated brethren, Catholics should sometimes allow themselves to be provoked into acts which calm reason must condemn, and every true Christian must deplore? The Quebec Chronicle in a temperate article in reply to the Montreal Herald, from which we make some extracts, points out the injustice of holding the people of Quebec responsible for the treatment of M. Chiniquy. Our Quebec cotemporary says:— The comments in the Herald are delivered in a tone of moderation; yet the editor seems to ascribe the conduct of a very limited section of the population of St. Roch's to the citizens of Quebec at large. Of Mr. Chiniquy's sudden change of residence there are different versions; and although the parties, who paid him the matinal visit, were too early for his friends, he acted with great self-possession and in the most prudent and sensible manner. We beg to inform our Montreal cotemporary that "the crowd of ignorant men and termagant women," of which he speaks on the authority of the Journal, existed only in the heated and prejudiced imagination of the writer for that paper. The respectable portion of our fellow citizens of St. Roch's regretted, we are informed, that Mr. Chiniquy or his friends should have run the risk of exciting any rancorous disturbance in that quarter; but they regretted much more that any set of persons should take upon themselves to act with rudeness and incivility towards a stranger and a guest. Place Hunting Extraordinary.—The passion for this kind of sport in Canada is certainly inexplicable; that which in other countries is looked upon as most vile, is here, if thereunto there be attached the slightest semblance even of a salary, sought after with avidity. Thus at the present moment, three unhappy men are lying in the Toronto jail under sentence of death for Friday, the 4th of next month; and we learn from our exchanges that already "a number of persons have sent in applications to the proper authorities asking to be appointed Finisher of the law!" Even the degrading and infamous situation of "Jack Ketch" has its charms for our greedy and unprincipled Canadian "place-hunters"; and functions which elsewhere are imposed upon the lowest criminals, are in Canada anxiously sought after by our free and enlightened citizens. From one end of the social scale to the other, it is still the same. "Place! place! place!" no matter at what sacrifice of principle, or how vile the work required to be done! Evangelical Honesty. — The Montreal Witness complains of the applications made to the Legislature for pecuniary assistance, from several charitable institutions, as "preposterous"; and by way of making it appear that these "preposterous" applications proceed solely from Catholic Institutions, gives a long list of names, all of Catholic Asylums, asking for aid. From this list, however, with characteristic honesty, worthy of a knavish tradesman or fraudulent bankrupt making a false return of his liabilities and his assets, the evangelical editor of the Montreal Witness carefully excludes the names of the several Protestant Institutions that have presented petitions to the Legislature, in like manner praying for pecuniary assistance. Conversion.—Among the names of recent converts to the Catholic faith, we find that of General Walker, of Nicaragua notoriety; who was received into the Church on the 31st ult., at Mobile, by the Vicar-General of the Diocese. bbox=[53, 61, 369, 2029]
commodity: Flour, per quintal bbox=[1449, 732, 1516, 743]
article-paragraph: A very disgraceful outrage was perpetrated at Dundas recently. The house of a colored man was burned down by neighbors, to whom he had made himself unpopular. It is to be hoped the parties guilty of this wicked act, will be brought to justice.—Witness. bbox=[1100, 938, 1416, 973]
wanted-detail: Trenton, Feb. 9th, 1859. bbox=[1457, 1644, 1543, 1655]
market-price-row bbox=[1449, 883, 1765, 895]
quoted-extract: "Our labors in favor of the separate school question are now producing their fruit. George Brown will get petitions this year to his heart's content. A course of action that will tend to unanimity amongst the Catholics of Upper Canada, has been decided upon. The people of Kingston, Belleville, Cobourg, Toronto, and Guelph are acting with us in a union of sentiment and love." bbox=[402, 110, 718, 170]
wanted-heading: WANTED, bbox=[1562, 1583, 1652, 1603]
wanted-detail: FOR the Catholic Separate School, at TRENTON, C.W., a MALE TEACHER, holding a 2nd Class Certificate. Salary, £70 per annum.—Apply (prepaid) to the Rev. H. Brettargh. bbox=[1449, 1606, 1765, 1641]
article-paragraph: Assisting the Poor.—Notice has been given in the Brantford town council that £5,000 of the active bonds of the Buffalo and Lake Huron Railway would be asked for and applied in giving employment to the working classes, now almost destitute. bbox=[1100, 1075, 1416, 1110]
concert-advertisement bbox=[1449, 1295, 1765, 1566]
lecture-line: ON bbox=[1601, 1039, 1613, 1048]
article-heading: Map of Ireland. bbox=[414, 584, 497, 597]
concert-detail: Montreal Feb. 24, 1859. bbox=[1457, 1554, 1543, 1565]
price-range: 6,10 .. 6,15 bbox=[1721, 971, 1765, 982]
lecture-line: BY bbox=[1601, 1203, 1613, 1213]
column-divider bbox=[728, 61, 729, 2029]
concert-detail: Tickets 50 cents each; to be had at Pickup's News Office, Medical Hall, and at the Music Stores; also at the Door on the night of the Concert. bbox=[1449, 1528, 1765, 1551]
price-range: 1,00 .. 1,15 bbox=[1721, 871, 1765, 882]
article-paragraph: A writer in the York Commonwealth cautions the public against a person now travelling the country, and lecturing on "Reminiscences of the Crimea," where he says he served as Assistant-Surgeon in the second battalion of the Rifle Brigade. He calls himself Theodore Walworth; but no such name, as attached to the above-mentioned corps, is to be found in the Army List of 1855. The writer in the Commonwealth insinuates his suspicions of the man, and as he is supposed to be travelling Eastwards, cautions the public against him. bbox=[1100, 576, 1416, 697]
market-prices-table bbox=[1449, 732, 1765, 996]
concert-line: AT THE bbox=[1593, 1472, 1621, 1482]
concert-line: MECHANICS' HALL, bbox=[1525, 1298, 1689, 1316]
article-heading: To Correspondents. bbox=[414, 898, 513, 911]
commodity: Peas, do. bbox=[1449, 795, 1484, 806]
article-paragraph: We would earnestly invite the attention of our readers to an extract from the Belgian correspondence of the Weekly Register, which they will find on our sixth page. It was to Belgium, be it remembered, that, together with Prussia, we were recommended to go in search of hints to remedy the defects in our Canadian school system. It is to be hoped that the scheme is now relinquished, and that it will not be for the infidel government of Belgium, the arbitrary institutions of Protestant Prussia, or the anti-Catholic policy of England that we shall try to borrow amendments to our Canadian School Laws. bbox=[1100, 418, 1416, 571]
market-price-row bbox=[1449, 908, 1765, 920]
